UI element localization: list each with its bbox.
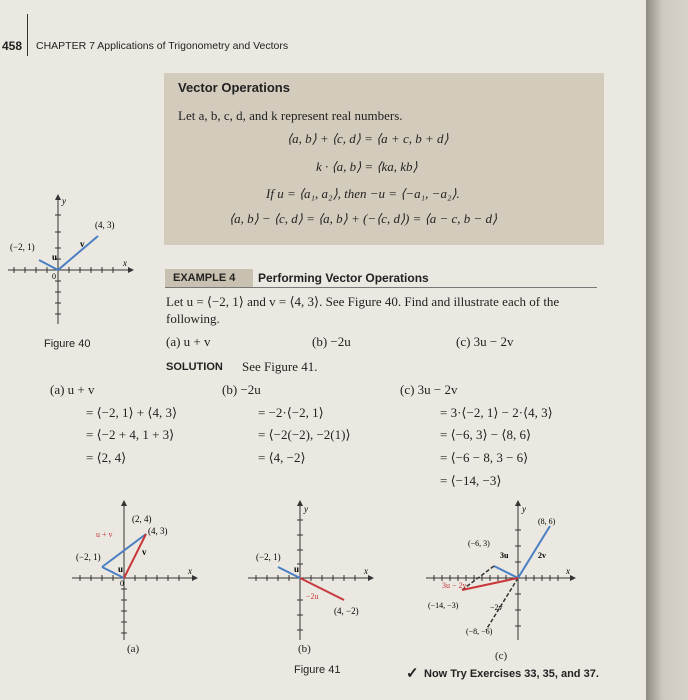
solution-c-line-4: = ⟨−14, −3⟩ — [440, 473, 502, 488]
svg-text:−2u: −2u — [306, 592, 319, 601]
svg-text:u: u — [118, 564, 124, 574]
solution-a-line-1: = ⟨−2, 1⟩ + ⟨4, 3⟩ — [86, 405, 178, 420]
page-edge — [646, 0, 688, 700]
svg-text:−2v: −2v — [490, 603, 503, 612]
fig40-point-u: (−2, 1) — [10, 242, 35, 252]
figure-41c-graph — [420, 500, 580, 645]
figure-40-caption: Figure 40 — [44, 338, 91, 350]
svg-text:x: x — [566, 566, 570, 576]
figure-41b-label: (b) — [298, 643, 311, 655]
svg-text:y: y — [62, 196, 66, 206]
box-intro: Let a, b, c, d, and k represent real numbers. — [178, 108, 403, 123]
example-statement-1: Let u = ⟨−2, 1⟩ and v = ⟨4, 3⟩. See Figure 40. Find and illustrate each of the — [166, 294, 560, 309]
svg-text:(−2, 1): (−2, 1) — [76, 552, 101, 562]
example-label: EXAMPLE 4 — [173, 272, 236, 284]
box-equation-1: ⟨a, b⟩ + ⟨c, d⟩ = ⟨a + c, b + d⟩ — [287, 131, 449, 146]
checkmark-icon: ✓ — [406, 666, 419, 682]
chapter-heading: CHAPTER 7 Applications of Trigonometry and Vectors — [36, 40, 289, 52]
example-title: Performing Vector Operations — [258, 271, 429, 285]
svg-text:3u: 3u — [500, 551, 509, 560]
figure-41c-label: (c) — [495, 650, 508, 662]
solution-b-line-1: = −2·⟨−2, 1⟩ — [258, 405, 324, 420]
svg-text:0: 0 — [52, 272, 56, 281]
solution-b-line-3: = ⟨4, −2⟩ — [258, 450, 306, 465]
solution-a-heading: (a) u + v — [50, 382, 95, 397]
svg-text:0: 0 — [120, 579, 124, 588]
solution-a-line-3: = ⟨2, 4⟩ — [86, 450, 127, 465]
svg-text:(−6, 3): (−6, 3) — [468, 539, 490, 548]
page-number: 458 — [2, 39, 23, 53]
solution-label: SOLUTION — [166, 361, 223, 373]
svg-text:(4, 3): (4, 3) — [148, 526, 168, 536]
svg-text:y: y — [304, 504, 308, 514]
svg-text:x: x — [188, 566, 192, 576]
box-title: Vector Operations — [178, 80, 290, 95]
solution-c-line-2: = ⟨−6, 3⟩ − ⟨8, 6⟩ — [440, 427, 532, 442]
box-equation-2: k · ⟨a, b⟩ = ⟨ka, kb⟩ — [316, 159, 418, 174]
fig40-label-u: u — [52, 252, 58, 262]
solution-c-heading: (c) 3u − 2v — [400, 382, 458, 397]
svg-text:(4, −2): (4, −2) — [334, 606, 359, 616]
svg-text:x: x — [123, 258, 127, 268]
solution-b-heading: (b) −2u — [222, 382, 261, 397]
svg-text:(−8, −6): (−8, −6) — [466, 627, 493, 636]
svg-text:(−2, 1): (−2, 1) — [256, 552, 281, 562]
figure-41a-graph — [62, 500, 202, 645]
fig40-point-v: (4, 3) — [95, 220, 115, 230]
svg-text:2v: 2v — [538, 551, 546, 560]
header-divider — [27, 14, 28, 56]
svg-text:u: u — [294, 564, 300, 574]
example-statement-2: following. — [166, 311, 220, 326]
figure-41a-label: (a) — [127, 643, 140, 655]
figure-41b-graph — [238, 500, 378, 645]
svg-text:x: x — [364, 566, 368, 576]
example-part-a: (a) u + v — [166, 334, 211, 349]
box-equation-4: ⟨a, b⟩ − ⟨c, d⟩ = ⟨a, b⟩ + (−⟨c, d⟩) = ⟨a − c, b − d⟩ — [229, 211, 498, 226]
now-try-exercises: Now Try Exercises 33, 35, and 37. — [424, 668, 599, 680]
solution-c-line-1: = 3·⟨−2, 1⟩ − 2·⟨4, 3⟩ — [440, 405, 553, 420]
svg-text:(8, 6): (8, 6) — [538, 517, 556, 526]
svg-text:(−14, −3): (−14, −3) — [428, 601, 459, 610]
solution-a-line-2: = ⟨−2 + 4, 1 + 3⟩ — [86, 427, 175, 442]
fig40-vector-v — [58, 236, 98, 270]
solution-ref: See Figure 41. — [242, 359, 318, 374]
solution-b-line-2: = ⟨−2(−2), −2(1)⟩ — [258, 427, 351, 442]
fig40-label-v: v — [80, 239, 85, 249]
solution-c-line-3: = ⟨−6 − 8, 3 − 6⟩ — [440, 450, 529, 465]
example-part-c: (c) 3u − 2v — [456, 334, 514, 349]
figure-41-caption: Figure 41 — [294, 664, 341, 676]
box-equation-3: If u = ⟨a₁, a₂⟩, then −u = ⟨−a₁, −a₂⟩. — [266, 186, 460, 201]
example-part-b: (b) −2u — [312, 334, 351, 349]
svg-text:v: v — [142, 547, 147, 557]
svg-text:y: y — [522, 504, 526, 514]
svg-text:(2, 4): (2, 4) — [132, 514, 152, 524]
example-rule — [165, 287, 597, 288]
svg-text:3u − 2v: 3u − 2v — [442, 581, 467, 590]
figure-40-graph — [0, 190, 140, 330]
svg-text:u + v: u + v — [96, 530, 113, 539]
